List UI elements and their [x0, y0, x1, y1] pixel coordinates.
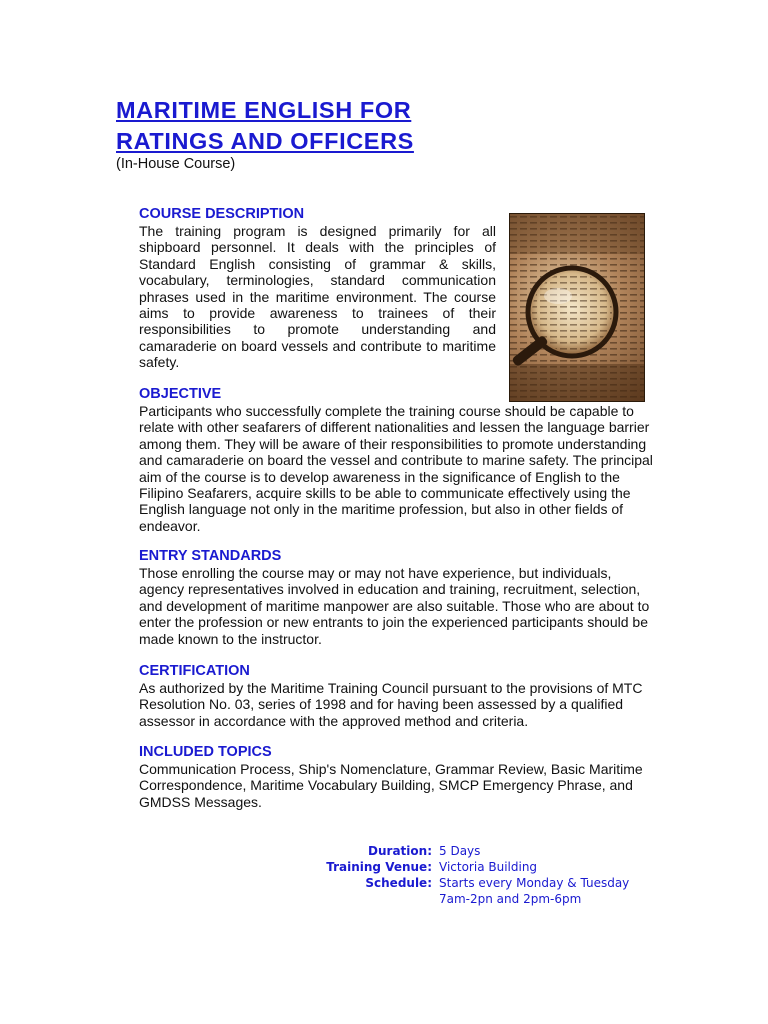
- course-description-text: The training program is designed primarily for all shipboard personnel. It deals with the principles of Standard English consisting of grammar & skills, vocabulary, terminologies, standard communication phrases used in the maritime environment. The course aims to provide awareness to trainees of their responsibilities to promote understanding and camaraderie on board vessels and contribute to maritime safety.: [139, 223, 496, 371]
- schedule-label: Schedule:: [365, 876, 432, 890]
- objective-text: Participants who successfully complete the training course should be capable to relate with other seafarers of different nationalities and lessen the language barrier among them. They will be aware of their responsibilities to promote understanding and camaraderie on board the vessel and contribute to marine safety. The principal aim of the course is to develop awareness in the significance of English to the Filipino Seafarers, acquire skills to be able to communicate effectively using the English language not only in the maritime profession, but also in other fields of endeavor.: [139, 403, 653, 534]
- magnifying-glass-photo: [509, 213, 645, 402]
- page-title: [116, 95, 414, 157]
- duration-row: [300, 843, 629, 859]
- objective-section: [139, 386, 655, 534]
- title-line-1: MARITIME ENGLISH FOR: [116, 97, 412, 123]
- certification-text: As authorized by the Maritime Training Council pursuant to the provisions of MTC Resolution No. 03, series of 1998 and for having been assessed by a qualified assessor in accordance with the approved method and criteria.: [139, 680, 643, 729]
- venue-row: [300, 859, 629, 875]
- schedule-value-2: 7am-2pn and 2pm-6pm: [439, 892, 582, 906]
- entry-standards-text: Those enrolling the course may or may not have experience, but individuals, agency representatives involved in education and training, recruitment, selection, and development of maritime manpower are also suitable. Those who are about to enter the profession or new entrants to join the experienced participants should be made known to the instructor.: [139, 565, 650, 647]
- title-line-2: RATINGS AND OFFICERS: [116, 128, 414, 154]
- entry-standards-section: [139, 548, 655, 647]
- venue-value: Victoria Building: [439, 860, 538, 874]
- schedule-row: [300, 875, 629, 891]
- entry-standards-heading: ENTRY STANDARDS: [139, 548, 282, 564]
- objective-heading: OBJECTIVE: [139, 386, 222, 402]
- included-topics-heading: INCLUDED TOPICS: [139, 744, 272, 760]
- duration-label: Duration:: [368, 844, 432, 858]
- included-topics-text: Communication Process, Ship's Nomenclature, Grammar Review, Basic Maritime Correspondence, Maritime Vocabulary Building, SMCP Emergency Phrase, and GMDSS Messages.: [139, 761, 643, 810]
- duration-value: 5 Days: [439, 844, 481, 858]
- magnifying-glass-icon: [510, 214, 644, 401]
- venue-label: Training Venue:: [326, 860, 432, 874]
- schedule-row-2: [300, 891, 629, 907]
- schedule-value: Starts every Monday & Tuesday: [439, 876, 630, 890]
- course-description-heading: COURSE DESCRIPTION: [139, 206, 305, 222]
- certification-section: [139, 663, 655, 729]
- included-topics-section: [139, 744, 655, 810]
- page-subtitle: (In-House Course): [116, 156, 236, 172]
- course-info-block: [300, 843, 629, 907]
- course-description-section: [139, 206, 496, 371]
- certification-heading: CERTIFICATION: [139, 663, 250, 679]
